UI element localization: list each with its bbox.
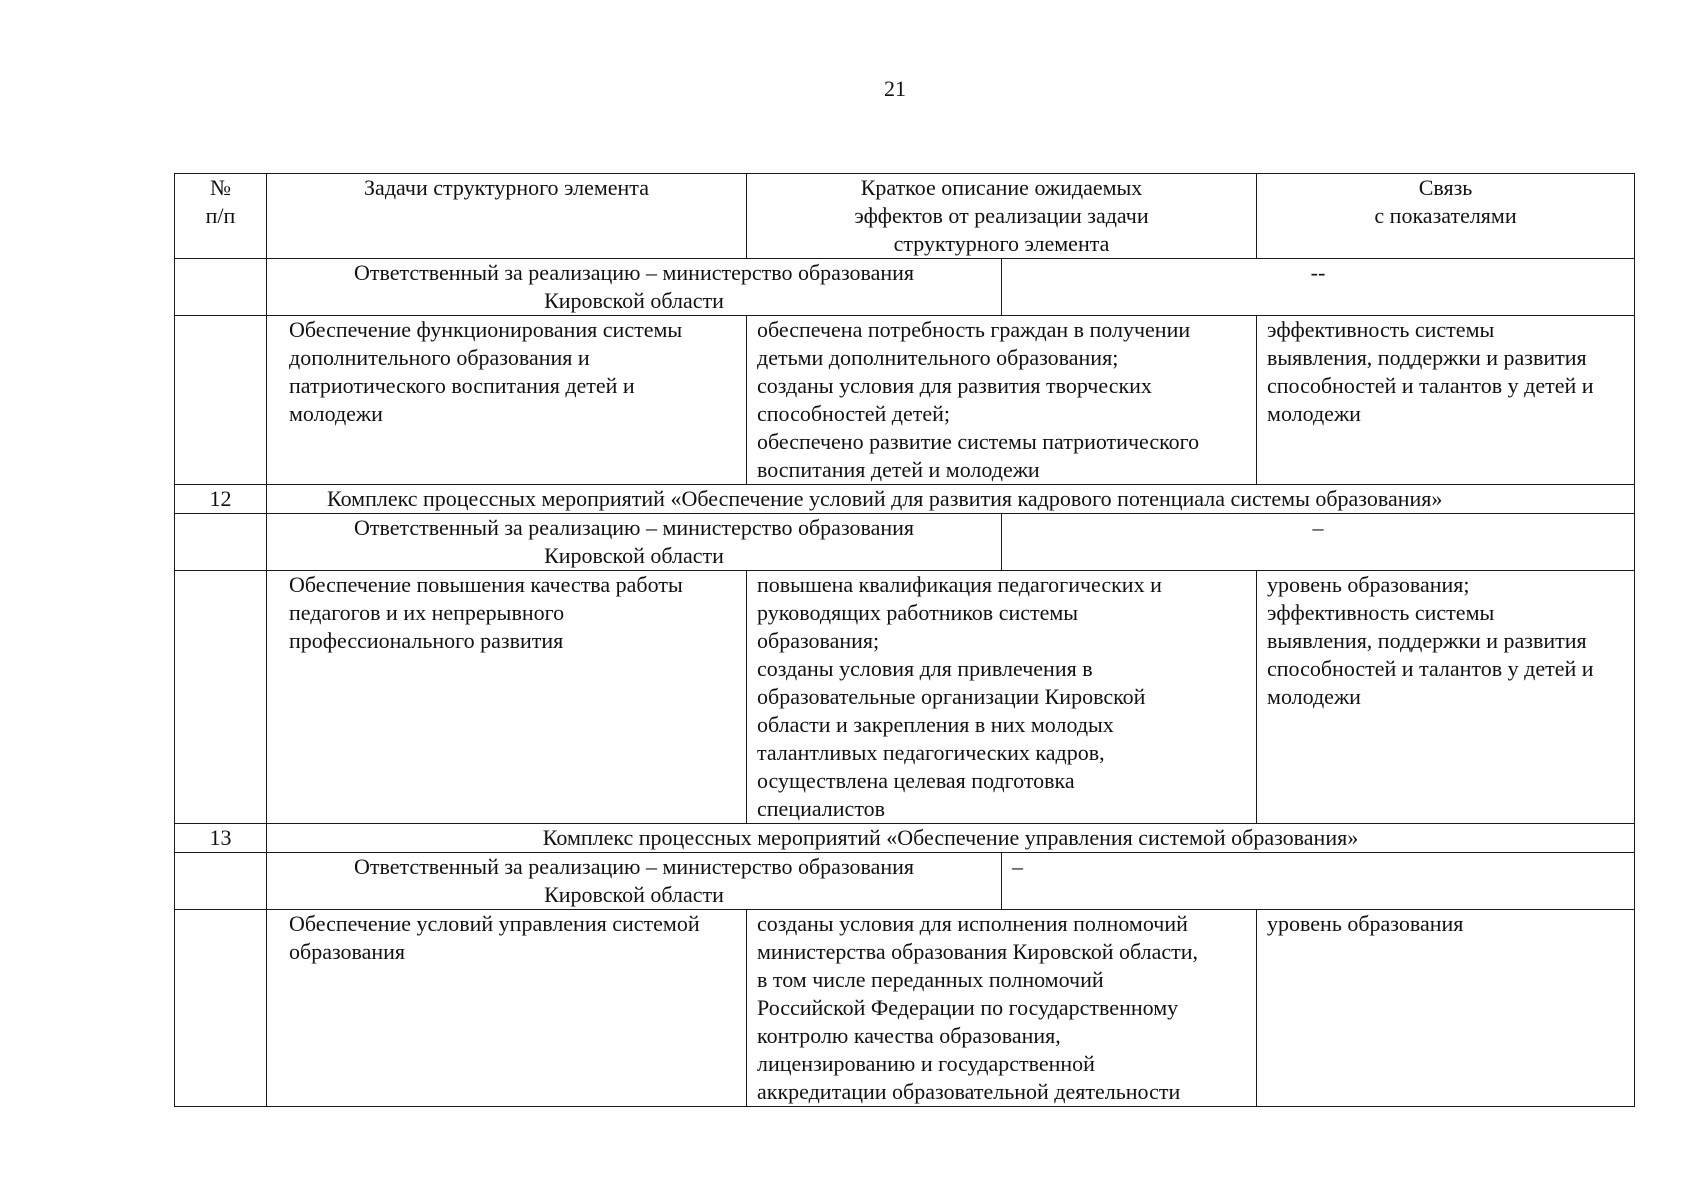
- complex-title: Комплекс процессных мероприятий «Обеспечение условий для развития кадрового потенциала системы образования»: [267, 485, 1635, 514]
- program-table: [174, 173, 1635, 1107]
- responsible-text: Ответственный за реализацию – министерство образования Кировской области: [267, 853, 1002, 910]
- number-cell-empty: [175, 910, 267, 1107]
- complex-row: [175, 824, 1635, 853]
- task-row: [175, 316, 1635, 485]
- header-number: № п/п: [175, 174, 267, 259]
- effect-cell: повышена квалификация педагогических и руководящих работников системы образования; созданы условия для привлечения в образовательные организации Кировской области и закрепления в них молодых талантливых педагогических кадров, осуществлена целевая подготовка специалистов: [747, 571, 1257, 824]
- number-cell-empty: [175, 514, 267, 571]
- responsible-row: [175, 514, 1635, 571]
- number-cell-empty: [175, 853, 267, 910]
- number-cell-empty: [175, 316, 267, 485]
- number-cell-empty: [175, 259, 267, 316]
- header-task: Задачи структурного элемента: [267, 174, 747, 259]
- responsible-value: --: [1002, 259, 1635, 316]
- effect-cell: обеспечена потребность граждан в получении детьми дополнительного образования; созданы условия для развития творческих способностей детей; обеспечено развитие системы патриотического воспитания детей и молодежи: [747, 316, 1257, 485]
- header-effect: Краткое описание ожидаемых эффектов от реализации задачи структурного элемента: [747, 174, 1257, 259]
- task-row: [175, 571, 1635, 824]
- number-cell-empty: [175, 571, 267, 824]
- header-link: Связь с показателями: [1257, 174, 1635, 259]
- responsible-row: [175, 853, 1635, 910]
- task-cell: Обеспечение функционирования системы дополнительного образования и патриотического воспитания детей и молодежи: [267, 316, 747, 485]
- complex-row: [175, 485, 1635, 514]
- responsible-text: Ответственный за реализацию – министерство образования Кировской области: [267, 259, 1002, 316]
- effect-cell: созданы условия для исполнения полномочий министерства образования Кировской области, в том числе переданных полномочий Российской Федерации по государственному контролю качества образования, лицензированию и государственной аккредитации образовательной деятельности: [747, 910, 1257, 1107]
- table-header-row: [175, 174, 1635, 259]
- row-number: 13: [175, 824, 267, 853]
- responsible-text: Ответственный за реализацию – министерство образования Кировской области: [267, 514, 1002, 571]
- link-cell: уровень образования: [1257, 910, 1635, 1107]
- page-number: 21: [884, 76, 906, 101]
- row-number: 12: [175, 485, 267, 514]
- task-cell: Обеспечение условий управления системой образования: [267, 910, 747, 1107]
- complex-title: Комплекс процессных мероприятий «Обеспечение управления системой образования»: [267, 824, 1635, 853]
- link-cell: эффективность системы выявления, поддержки и развития способностей и талантов у детей и молодежи: [1257, 316, 1635, 485]
- task-row: [175, 910, 1635, 1107]
- responsible-value: –: [1002, 853, 1635, 910]
- task-cell: Обеспечение повышения качества работы педагогов и их непрерывного профессионального развития: [267, 571, 747, 824]
- link-cell: уровень образования; эффективность системы выявления, поддержки и развития способностей и талантов у детей и молодежи: [1257, 571, 1635, 824]
- responsible-value: –: [1002, 514, 1635, 571]
- responsible-row: [175, 259, 1635, 316]
